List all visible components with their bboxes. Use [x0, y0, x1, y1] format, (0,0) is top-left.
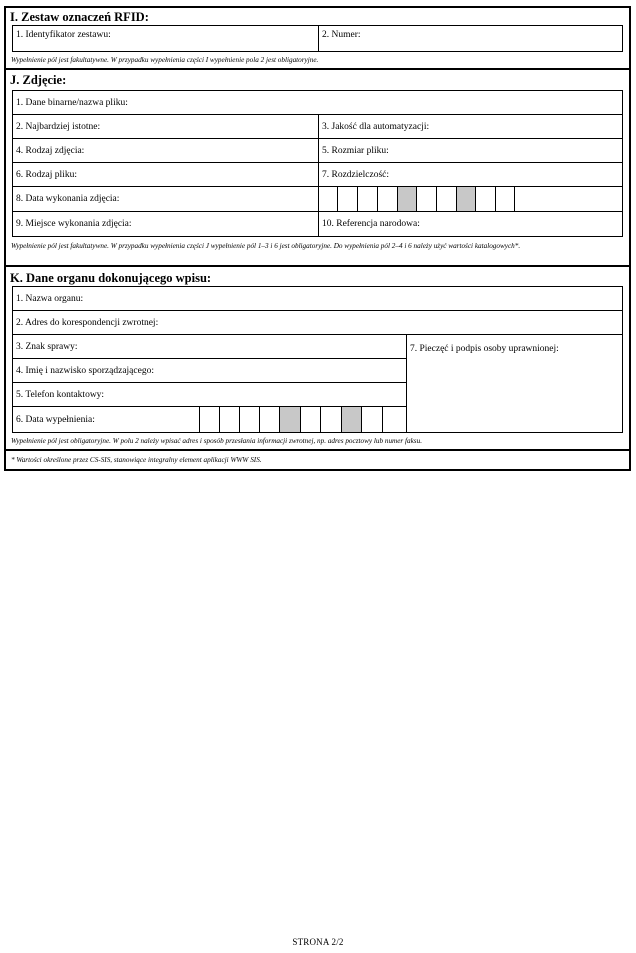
rfid-set-identifier-field[interactable]: 1. Identyfikator zestawu: — [12, 25, 319, 52]
page-number: STRONA 2/2 — [292, 937, 344, 947]
section-divider — [4, 265, 631, 267]
rfid-number-field[interactable]: 2. Numer: — [318, 25, 623, 52]
section-j-title: J. Zdjęcie: — [10, 73, 67, 87]
date-digit-cell[interactable] — [495, 187, 515, 211]
section-k-title: K. Dane organu dokonującego wpisu: — [10, 271, 212, 285]
date-digit-cell[interactable] — [199, 407, 219, 432]
date-digit-cell[interactable] — [337, 187, 357, 211]
photo-quality-field[interactable]: 3. Jakość dla automatyzacji: — [318, 114, 623, 139]
section-divider — [4, 68, 631, 70]
photo-type-field[interactable]: 4. Rodzaj zdjęcia: — [12, 138, 319, 163]
date-digit-cell[interactable] — [475, 187, 495, 211]
date-digit-cell[interactable] — [239, 407, 259, 432]
photo-most-relevant-field[interactable]: 2. Najbardziej istotne: — [12, 114, 319, 139]
photo-resolution-field[interactable]: 7. Rozdzielczość: — [318, 162, 623, 187]
date-digit-cell[interactable] — [320, 407, 341, 432]
catalogue-footnote: * Wartości określone przez CS-SIS, stanowiące integralny element aplikacji WWW SIS. — [11, 456, 262, 464]
date-digit-cell[interactable] — [377, 187, 397, 211]
case-number-field[interactable]: 3. Znak sprawy: — [12, 334, 407, 359]
date-digit-cell[interactable] — [382, 407, 402, 432]
photo-place-field[interactable]: 9. Miejsce wykonania zdjęcia: — [12, 211, 319, 237]
authority-name-field[interactable]: 1. Nazwa organu: — [12, 286, 623, 311]
date-digit-cell[interactable] — [219, 407, 239, 432]
photo-binary-data-field[interactable]: 1. Dane binarne/nazwa pliku: — [12, 90, 623, 115]
date-separator-cell — [341, 407, 361, 432]
date-digit-cell[interactable] — [416, 187, 436, 211]
preparer-name-field[interactable]: 4. Imię i nazwisko sporządzającego: — [12, 358, 407, 383]
photo-file-size-field[interactable]: 5. Rozmiar pliku: — [318, 138, 623, 163]
photo-date-field[interactable] — [318, 186, 623, 212]
date-digit-cell[interactable] — [357, 187, 377, 211]
photo-file-type-field[interactable]: 6. Rodzaj pliku: — [12, 162, 319, 187]
date-separator-cell — [397, 187, 416, 211]
date-separator-cell — [279, 407, 300, 432]
section-divider — [4, 449, 631, 451]
national-reference-field[interactable]: 10. Referencja narodowa: — [318, 211, 623, 237]
fill-date-label: 6. Data wypełnienia: — [12, 406, 407, 433]
date-digit-cell[interactable] — [259, 407, 279, 432]
date-digit-cell[interactable] — [436, 187, 456, 211]
section-i-title: I. Zestaw oznaczeń RFID: — [10, 10, 149, 24]
section-k-note: Wypełnienie pól jest obligatoryjne. W polu 2 należy wpisać adres i sposób przesłania informacji zwrotnej, np. adres pocztowy lub numer faksu. — [11, 437, 422, 445]
date-separator-cell — [456, 187, 475, 211]
section-i-note: Wypełnienie pól jest fakultatywne. W przypadku wypełnienia części I wypełnienie pola 2 jest obligatoryjne. — [11, 56, 319, 64]
photo-date-label: 8. Data wykonania zdjęcia: — [12, 186, 319, 212]
date-digit-cell[interactable] — [361, 407, 382, 432]
date-digit-cell[interactable] — [300, 407, 320, 432]
contact-phone-field[interactable]: 5. Telefon kontaktowy: — [12, 382, 407, 407]
section-j-note: Wypełnienie pól jest fakultatywne. W przypadku wypełnienia części J wypełnienie pól 1–3 i 6 jest obligatoryjne. Do wypełnienia pól 2–4 i 6 należy użyć wartości katalogowych*. — [11, 242, 521, 250]
fill-date-field[interactable] — [199, 407, 407, 432]
return-address-field[interactable]: 2. Adres do korespondencji zwrotnej: — [12, 310, 623, 335]
stamp-signature-field[interactable]: 7. Pieczęć i podpis osoby uprawnionej: — [406, 334, 623, 433]
